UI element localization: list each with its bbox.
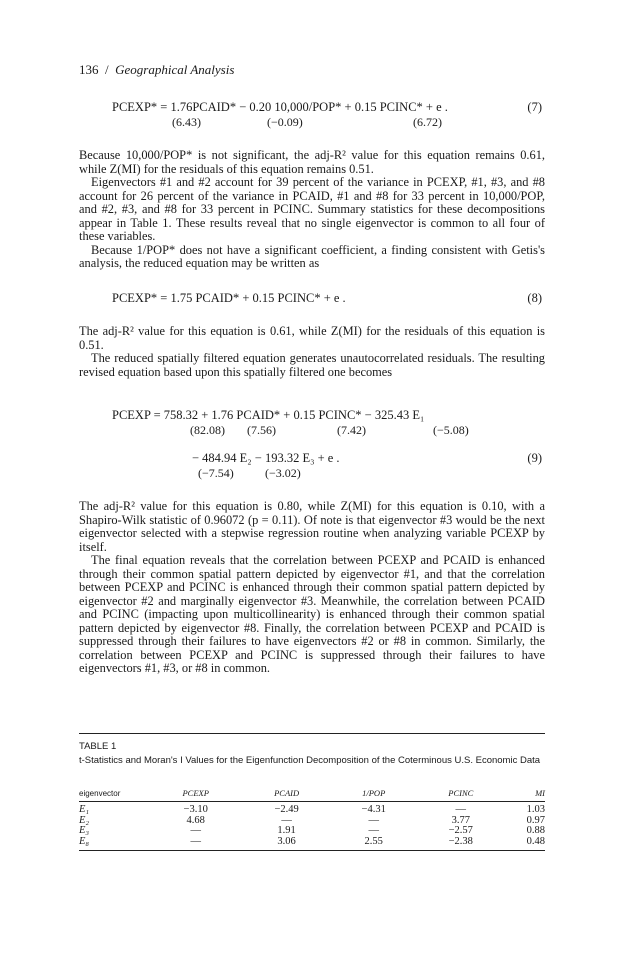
eq9-tstat-3: (7.42) (337, 423, 366, 437)
eq9-tstat-2: (7.56) (247, 423, 276, 437)
table-top-rule (79, 733, 545, 734)
journal-title: Geographical Analysis (115, 62, 235, 77)
equation-7-number: (7) (527, 100, 542, 114)
table-cell: — (281, 814, 292, 826)
table-cell: −2.57 (448, 825, 473, 836)
paragraph: Because 10,000/POP* is not significant, the adj-R² value for this equation remains 0.61, while Z(MI) for the residuals of this equation remains 0.51. (79, 148, 545, 176)
table-cell: — (190, 835, 201, 847)
table-cell: 1.03 (526, 804, 545, 815)
equation-9-number: (9) (527, 451, 542, 465)
table-cell: 2.55 (364, 835, 383, 847)
table-cell: E₃ (79, 825, 90, 836)
paragraph: The reduced spatially filtered equation generates unautocorrelated residuals. The resulting revised equation based upon this spatially filtered one becomes (79, 351, 545, 379)
table-header-row (79, 786, 545, 802)
table-cell: — (368, 814, 379, 826)
paragraph-block-1 (79, 149, 545, 271)
equation-9-line-1: PCEXP = 758.32 + 1.76 PCAID* + 0.15 PCINC* − 325.43 E₁ (112, 408, 425, 422)
table-cell: E₈ (79, 835, 90, 847)
page-number: 136 (79, 62, 99, 77)
equation-9-line-2: − 484.94 E₂ − 193.32 E₃ + e . (192, 451, 340, 465)
column-header: PCEXP (149, 786, 242, 802)
table-cell: 3.06 (277, 835, 296, 847)
table-cell: — (368, 825, 379, 836)
column-header: 1/POP (331, 786, 417, 802)
table-cell: E₂ (79, 814, 90, 826)
paragraph: The adj-R² value for this equation is 0.61, while Z(MI) for the residuals of this equation is 0.51. (79, 324, 545, 352)
paragraph: The adj-R² value for this equation is 0.80, while Z(MI) for this equation is 0.10, with a Shapiro-Wilk statistic of 0.96072 (p = 0.11). Of note is that eigenvector #3 would be the next eigenvector selected with a stepwise regression routine when analyzing variable PCEXP by itself. (79, 499, 545, 554)
eq7-tstat-1: (6.43) (172, 115, 201, 129)
eq9-tstat-1: (82.08) (190, 423, 225, 437)
table-cell: −4.31 (361, 804, 386, 815)
table-caption: t-Statistics and Moran's I Values for the Eigenfunction Decomposition of the Coterminous U.S. Economic Data (79, 755, 541, 766)
table-cell: E₁ (79, 804, 90, 815)
table-label: TABLE 1 (79, 741, 117, 752)
table-cell: — (190, 825, 201, 836)
column-header: MI (505, 786, 545, 802)
table-1 (79, 786, 545, 847)
paragraph-block-3 (79, 500, 545, 676)
table-row (79, 816, 545, 827)
table-cell: 3.77 (451, 814, 470, 826)
table-cell: — (455, 804, 467, 815)
paragraph: The final equation reveals that the correlation between PCEXP and PCAID is enhanced through their common spatial pattern depicted by eigenvector #1, and that the correlation between PCEXP and PCINC is enhanced through their common spatial pattern depicted by eigenvector #2 and marginally eigenvector #3. Meanwhile, the correlation between PCAID and PCINC (impacting upon multicollinearity) is enhanced through their common spatial pattern depicted by eigenvector #8. Finally, the correlation between PCEXP and PCAID is suppressed through their failures to have eigenvectors #2 or #8 in common. Similarly, the correlation between PCEXP and PCINC is suppressed through their failures to have eigenvectors #1, #3, or #8 in common. (79, 553, 545, 675)
eq9-tstat-6: (−3.02) (265, 466, 301, 480)
paragraph: Because 1/POP* does not have a significant coefficient, a finding consistent with Getis's analysis, the reduced equation may be written as (79, 242, 545, 270)
table-cell: −2.49 (274, 804, 299, 815)
eq9-tstat-5: (−7.54) (198, 466, 234, 480)
table-cell: −2.38 (448, 835, 473, 847)
table-bottom-rule (79, 850, 545, 851)
eq9-tstat-4: (−5.08) (433, 423, 469, 437)
table-cell: 0.88 (526, 825, 545, 836)
column-header: eigenvector (79, 786, 149, 802)
table-cell: 0.48 (526, 835, 545, 847)
column-header: PCINC (417, 786, 505, 802)
table-row (79, 802, 545, 816)
paragraph-block-2 (79, 325, 545, 379)
table-row (79, 837, 545, 848)
running-header (79, 62, 234, 78)
equation-7: PCEXP* = 1.76PCAID* − 0.20 10,000/POP* + 0.15 PCINC* + e . (112, 100, 448, 114)
header-separator: / (105, 62, 109, 77)
table-cell: 4.68 (186, 814, 205, 826)
paragraph: Eigenvectors #1 and #2 account for 39 percent of the variance in PCEXP, #1, #3, and #8 account for 26 percent of the variance in PCAID, #1 and #8 for 33 percent in 10,000/POP, and #2, #3, and #8 for 33 percent in PCINC. Summary statistics for these decompositions appear in Table 1. These results reveal that no single eigenvector is common to all four of these variables. (79, 175, 545, 243)
eq7-tstat-2: (−0.09) (267, 115, 303, 129)
equation-8-number: (8) (527, 291, 542, 305)
table-row (79, 826, 545, 837)
column-header: PCAID (242, 786, 330, 802)
table-cell: 1.91 (277, 825, 296, 836)
eq7-tstat-3: (6.72) (413, 115, 442, 129)
equation-8: PCEXP* = 1.75 PCAID* + 0.15 PCINC* + e . (112, 291, 346, 305)
table-cell: −3.10 (183, 804, 208, 815)
table-cell: 0.97 (526, 814, 545, 826)
